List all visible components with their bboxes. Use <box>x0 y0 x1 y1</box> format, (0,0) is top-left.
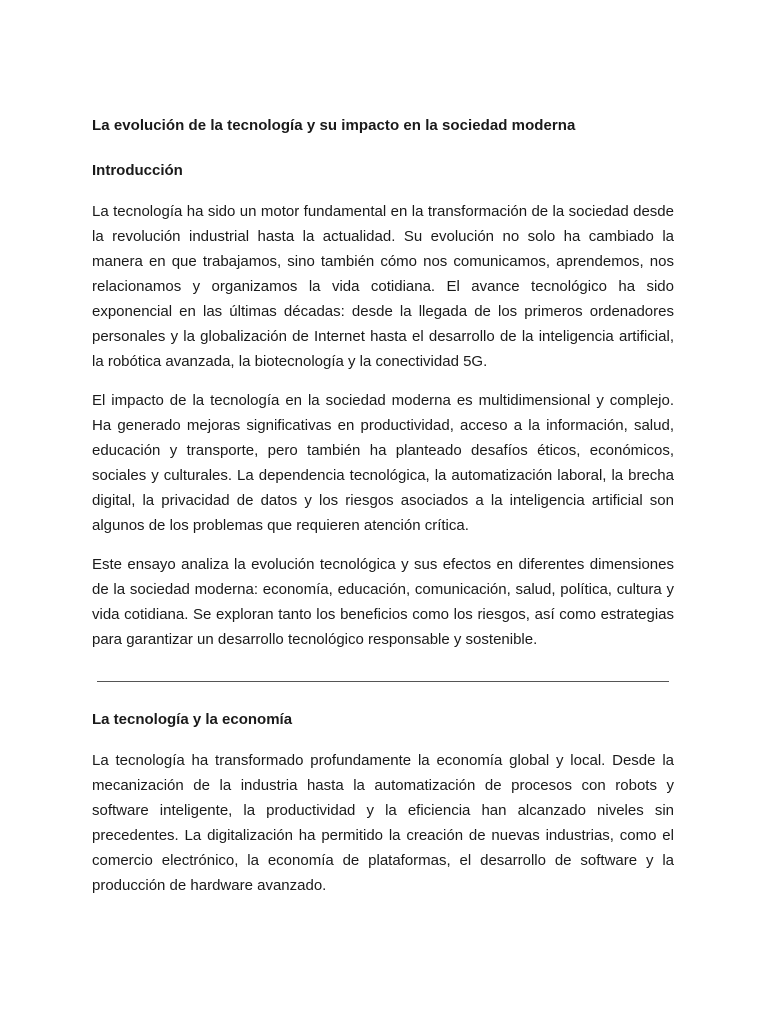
document-body <box>92 116 674 898</box>
section-heading-introduccion: Introducción <box>92 162 183 179</box>
document-title: La evolución de la tecnología y su impacto en la sociedad moderna <box>92 117 576 134</box>
intro-paragraph-3: Este ensayo analiza la evolución tecnológica y sus efectos en diferentes dimensiones de la sociedad moderna: economía, educación, comunicación, salud, política, cultura y vida cotidiana. Se exploran tanto los beneficios como los riesgos, así como estrategias para garantizar un desarrollo tecnológico responsable y sostenible. <box>92 556 674 648</box>
economy-paragraph-1: La tecnología ha transformado profundamente la economía global y local. Desde la mecanización de la industria hasta la automatización de procesos con robots y software inteligente, la productividad y la eficiencia han alcanzado niveles sin precedentes. La digitalización ha permitido la creación de nuevas industrias, como el comercio electrónico, la economía de plataformas, el desarrollo de software y la producción de hardware avanzado. <box>92 752 674 894</box>
intro-paragraph-1: La tecnología ha sido un motor fundamental en la transformación de la sociedad desde la revolución industrial hasta la actualidad. Su evolución no solo ha cambiado la manera en que trabajamos, sino también cómo nos comunicamos, aprendemos, nos relacionamos y organizamos la vida cotidiana. El avance tecnológico ha sido exponencial en las últimas décadas: desde la llegada de los primeros ordenadores personales y la globalización de Internet hasta el desarrollo de la inteligencia artificial, la robótica avanzada, la biotecnología y la conectividad 5G. <box>92 203 674 370</box>
intro-paragraph-2: El impacto de la tecnología en la sociedad moderna es multidimensional y complejo. Ha generado mejoras significativas en productividad, acceso a la información, salud, educación y transporte, pero también ha planteado desafíos éticos, económicos, sociales y culturales. La dependencia tecnológica, la automatización laboral, la brecha digital, la privacidad de datos y los riesgos asociados a la inteligencia artificial son algunos de los problemas que requieren atención crítica. <box>92 392 674 534</box>
section-heading-economia: La tecnología y la economía <box>92 711 293 728</box>
